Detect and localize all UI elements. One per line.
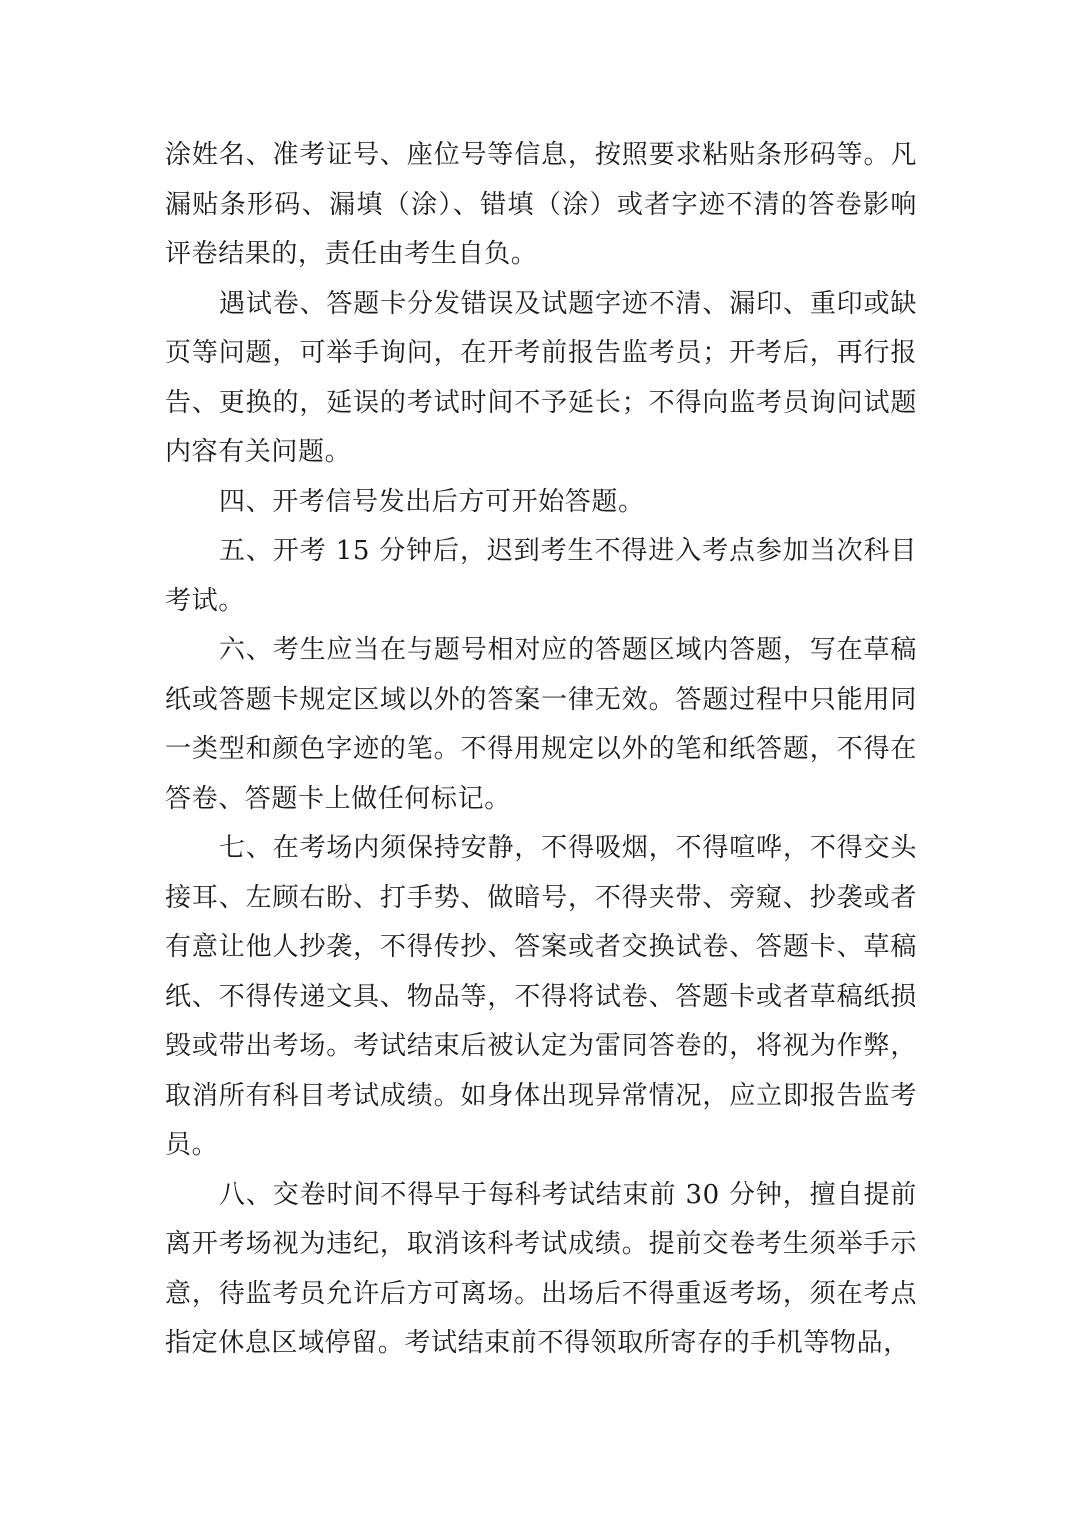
paragraph-rule-5: 五、开考 15 分钟后，迟到考生不得进入考点参加当次科目考试。 — [165, 536, 917, 616]
paragraph-rule-7: 七、在考场内须保持安静，不得吸烟，不得喧哗，不得交头接耳、左顾右盼、打手势、做暗号，不得夹带、旁窥、抄袭或者有意让他人抄袭，不得传抄、答案或者交换试卷、答题卡、草稿纸、不得传递文具、物品等，不得将试卷、答题卡或者草稿纸损毁或带出考场。考试结束后被认定为雷同答卷的，将视为作弊，取消所有科目考试成绩。如身体出现异常情况，应立即报告监考员。 — [165, 833, 917, 1160]
paragraph-rule-8: 八、交卷时间不得早于每科考试结束前 30 分钟，擅自提前离开考场视为违纪，取消该科考试成绩。提前交卷考生须举手示意，待监考员允许后方可离场。出场后不得重返考场，须在考点指定休息区域停留。考试结束前不得领取所寄存的手机等物品， — [165, 1179, 917, 1358]
paragraph-exam-paper-errors: 遇试卷、答题卡分发错误及试题字迹不清、漏印、重印或缺页等问题，可举手询问，在开考前报告监考员；开考后，再行报告、更换的，延误的考试时间不予延长；不得向监考员询问试题内容有关问题。 — [165, 288, 917, 467]
paragraph-rule-6: 六、考生应当在与题号相对应的答题区域内答题，写在草稿纸或答题卡规定区域以外的答案一律无效。答题过程中只能用同一类型和颜色字迹的笔。不得用规定以外的笔和纸答题，不得在答卷、答题卡上做任何标记。 — [165, 635, 917, 814]
document-body — [165, 131, 917, 1369]
paragraph-rule-4: 四、开考信号发出后方可开始答题。 — [219, 486, 645, 517]
paragraph-continued-intro: 涂姓名、准考证号、座位号等信息，按照要求粘贴条形码等。凡漏贴条形码、漏填（涂）、错填（涂）或者字迹不清的答卷影响评卷结果的，责任由考生自负。 — [165, 140, 917, 269]
